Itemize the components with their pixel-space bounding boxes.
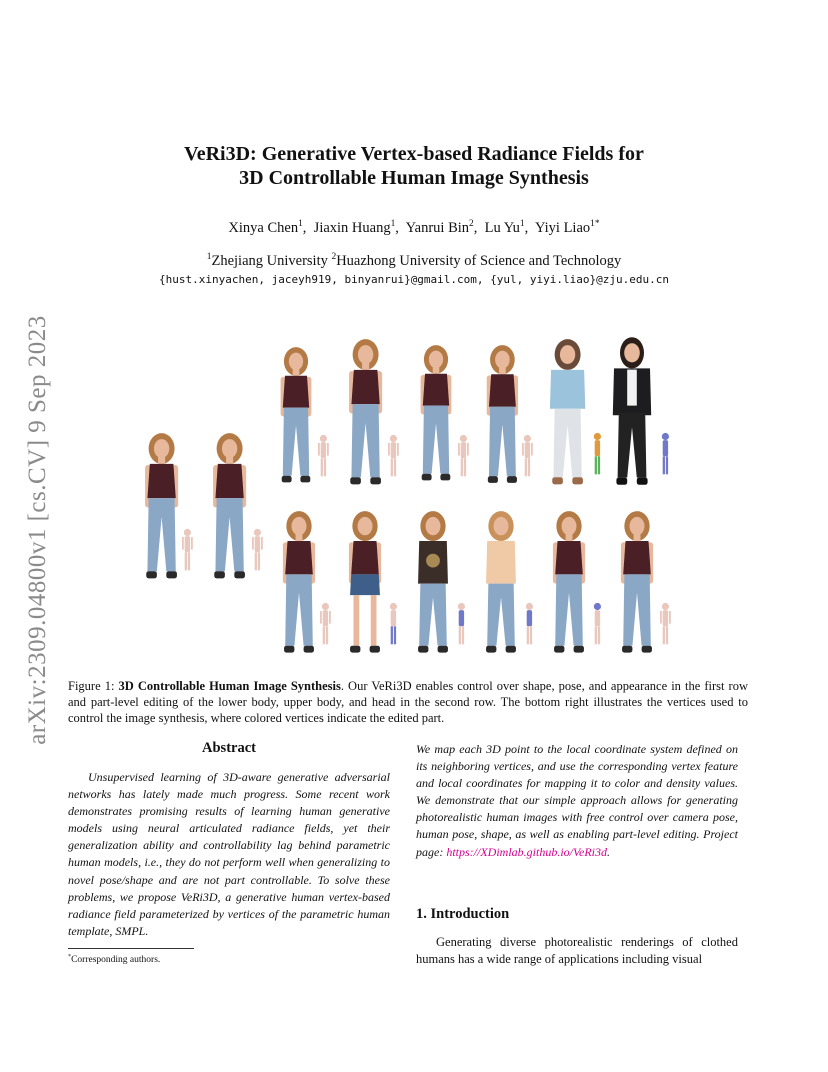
figure-person-edit-lower xyxy=(349,511,381,652)
abstract-text: Unsupervised learning of 3D-aware generative adversarial networks has lately made much progress. Some recent work demonstrates promising results of learning human generative models using neural articulated radiance fields, yet their generalization ability and controllability lag behind parametric human models, i.e., they do not perform well when generalizing to novel pose/shape and are not part controllable. To solve these problems, we propose VeRi3D, a generative human vertex-based radiance field parameterized by vertices of the parametric human template, SMPL. xyxy=(68,770,390,938)
affiliations: $^1$Zhejiang University $^2$Huazhong University of Science and Technology xyxy=(206,252,622,269)
figure-person xyxy=(621,511,653,652)
figure-mannequin xyxy=(252,529,263,570)
arxiv-stamp-text: arXiv:2309.04800v1 [cs.CV] 9 Sep 2023 xyxy=(24,315,51,745)
footnote: *Corresponding authors. xyxy=(68,954,161,966)
figure-mannequin xyxy=(388,435,399,476)
figure-mannequin-edited xyxy=(390,603,397,644)
figure-person-variant-shape xyxy=(613,337,651,485)
figure-person xyxy=(213,433,246,578)
paper-title-line-2: 3D Controllable Human Image Synthesis xyxy=(239,167,589,189)
figure-person xyxy=(283,511,315,652)
abstract-heading: Abstract xyxy=(202,740,256,756)
figure-mannequin-edited xyxy=(662,433,669,474)
paper-title-line-1: VeRi3D: Generative Vertex-based Radiance Fields for xyxy=(184,143,644,165)
author: Jiaxin Huang$^1$ xyxy=(313,219,396,236)
figure-mannequin xyxy=(182,529,193,570)
author: Yanrui Bin$^2$ xyxy=(405,219,474,236)
figure-person-edit-upper xyxy=(418,511,448,652)
figure-mannequin xyxy=(522,435,533,476)
arxiv-side-stamp xyxy=(18,290,58,770)
author: Xinya Chen$^1$ xyxy=(228,219,303,236)
figure-1-illustration xyxy=(130,332,690,664)
figure-person xyxy=(421,345,452,480)
figure-mannequin xyxy=(320,603,331,644)
figure-mannequin xyxy=(318,435,329,476)
figure-mannequin xyxy=(458,435,469,476)
figure-1-image xyxy=(130,332,690,664)
project-page-link[interactable]: https://XDimlab.github.io/VeRi3d xyxy=(446,844,607,859)
figure-person xyxy=(349,339,382,484)
figure-person xyxy=(487,345,518,483)
author-emails: {hust.xinyachen, jaceyh919, binyanrui}@gmail.com, {yul, yiyi.liao}@zju.edu.cn xyxy=(159,273,669,286)
figure-mannequin xyxy=(660,603,671,644)
introduction-heading: 1. Introduction xyxy=(416,906,510,922)
introduction-text: Generating diverse photorealistic renderings of clothed humans has a wide range of applications including visual xyxy=(416,935,738,966)
abstract-continued: We map each 3D point to the local coordinate system defined on its neighboring vertices, and use the corresponding vertex feature and local coordinates for mapping it to color and density values. We demonstrate that our simple approach allows for generating photorealistic human images with free control over camera pose, human pose, shape, as well as enabling part-level editing. Project page: https://XDimlab.github.io/VeRi3d. xyxy=(416,742,738,859)
figure-person-edit-upper-2 xyxy=(486,511,516,652)
figure-mannequin-edited xyxy=(526,603,533,644)
figure-mannequin-edited xyxy=(594,603,601,644)
author-list: Xinya Chen$^1$, Jiaxin Huang$^1$, Yanrui Bin$^2$, Lu Yu$^1$, Yiyi Liao$^{1*}$ xyxy=(228,219,600,236)
figure-mannequin-edited xyxy=(458,603,465,644)
figure-1-caption: Figure 1: 3D Controllable Human Image Synthesis. Our VeRi3D enables control over shape, pose, and appearance in the first row and part-level editing of the lower body, upper body, and head in the second row. The bottom right illustrates the vertices used to control the image synthesis, where colored vertices indicate the edited part. xyxy=(68,679,748,725)
figure-person-variant-appearance xyxy=(550,339,585,484)
figure-mannequin-edited xyxy=(594,433,601,474)
author: Yiyi Liao$^{1*}$ xyxy=(534,219,600,236)
figure-person xyxy=(553,511,585,652)
figure-person xyxy=(281,347,312,482)
footnote-rule xyxy=(68,948,194,949)
author: Lu Yu$^1$ xyxy=(484,219,525,236)
figure-person xyxy=(145,433,178,578)
